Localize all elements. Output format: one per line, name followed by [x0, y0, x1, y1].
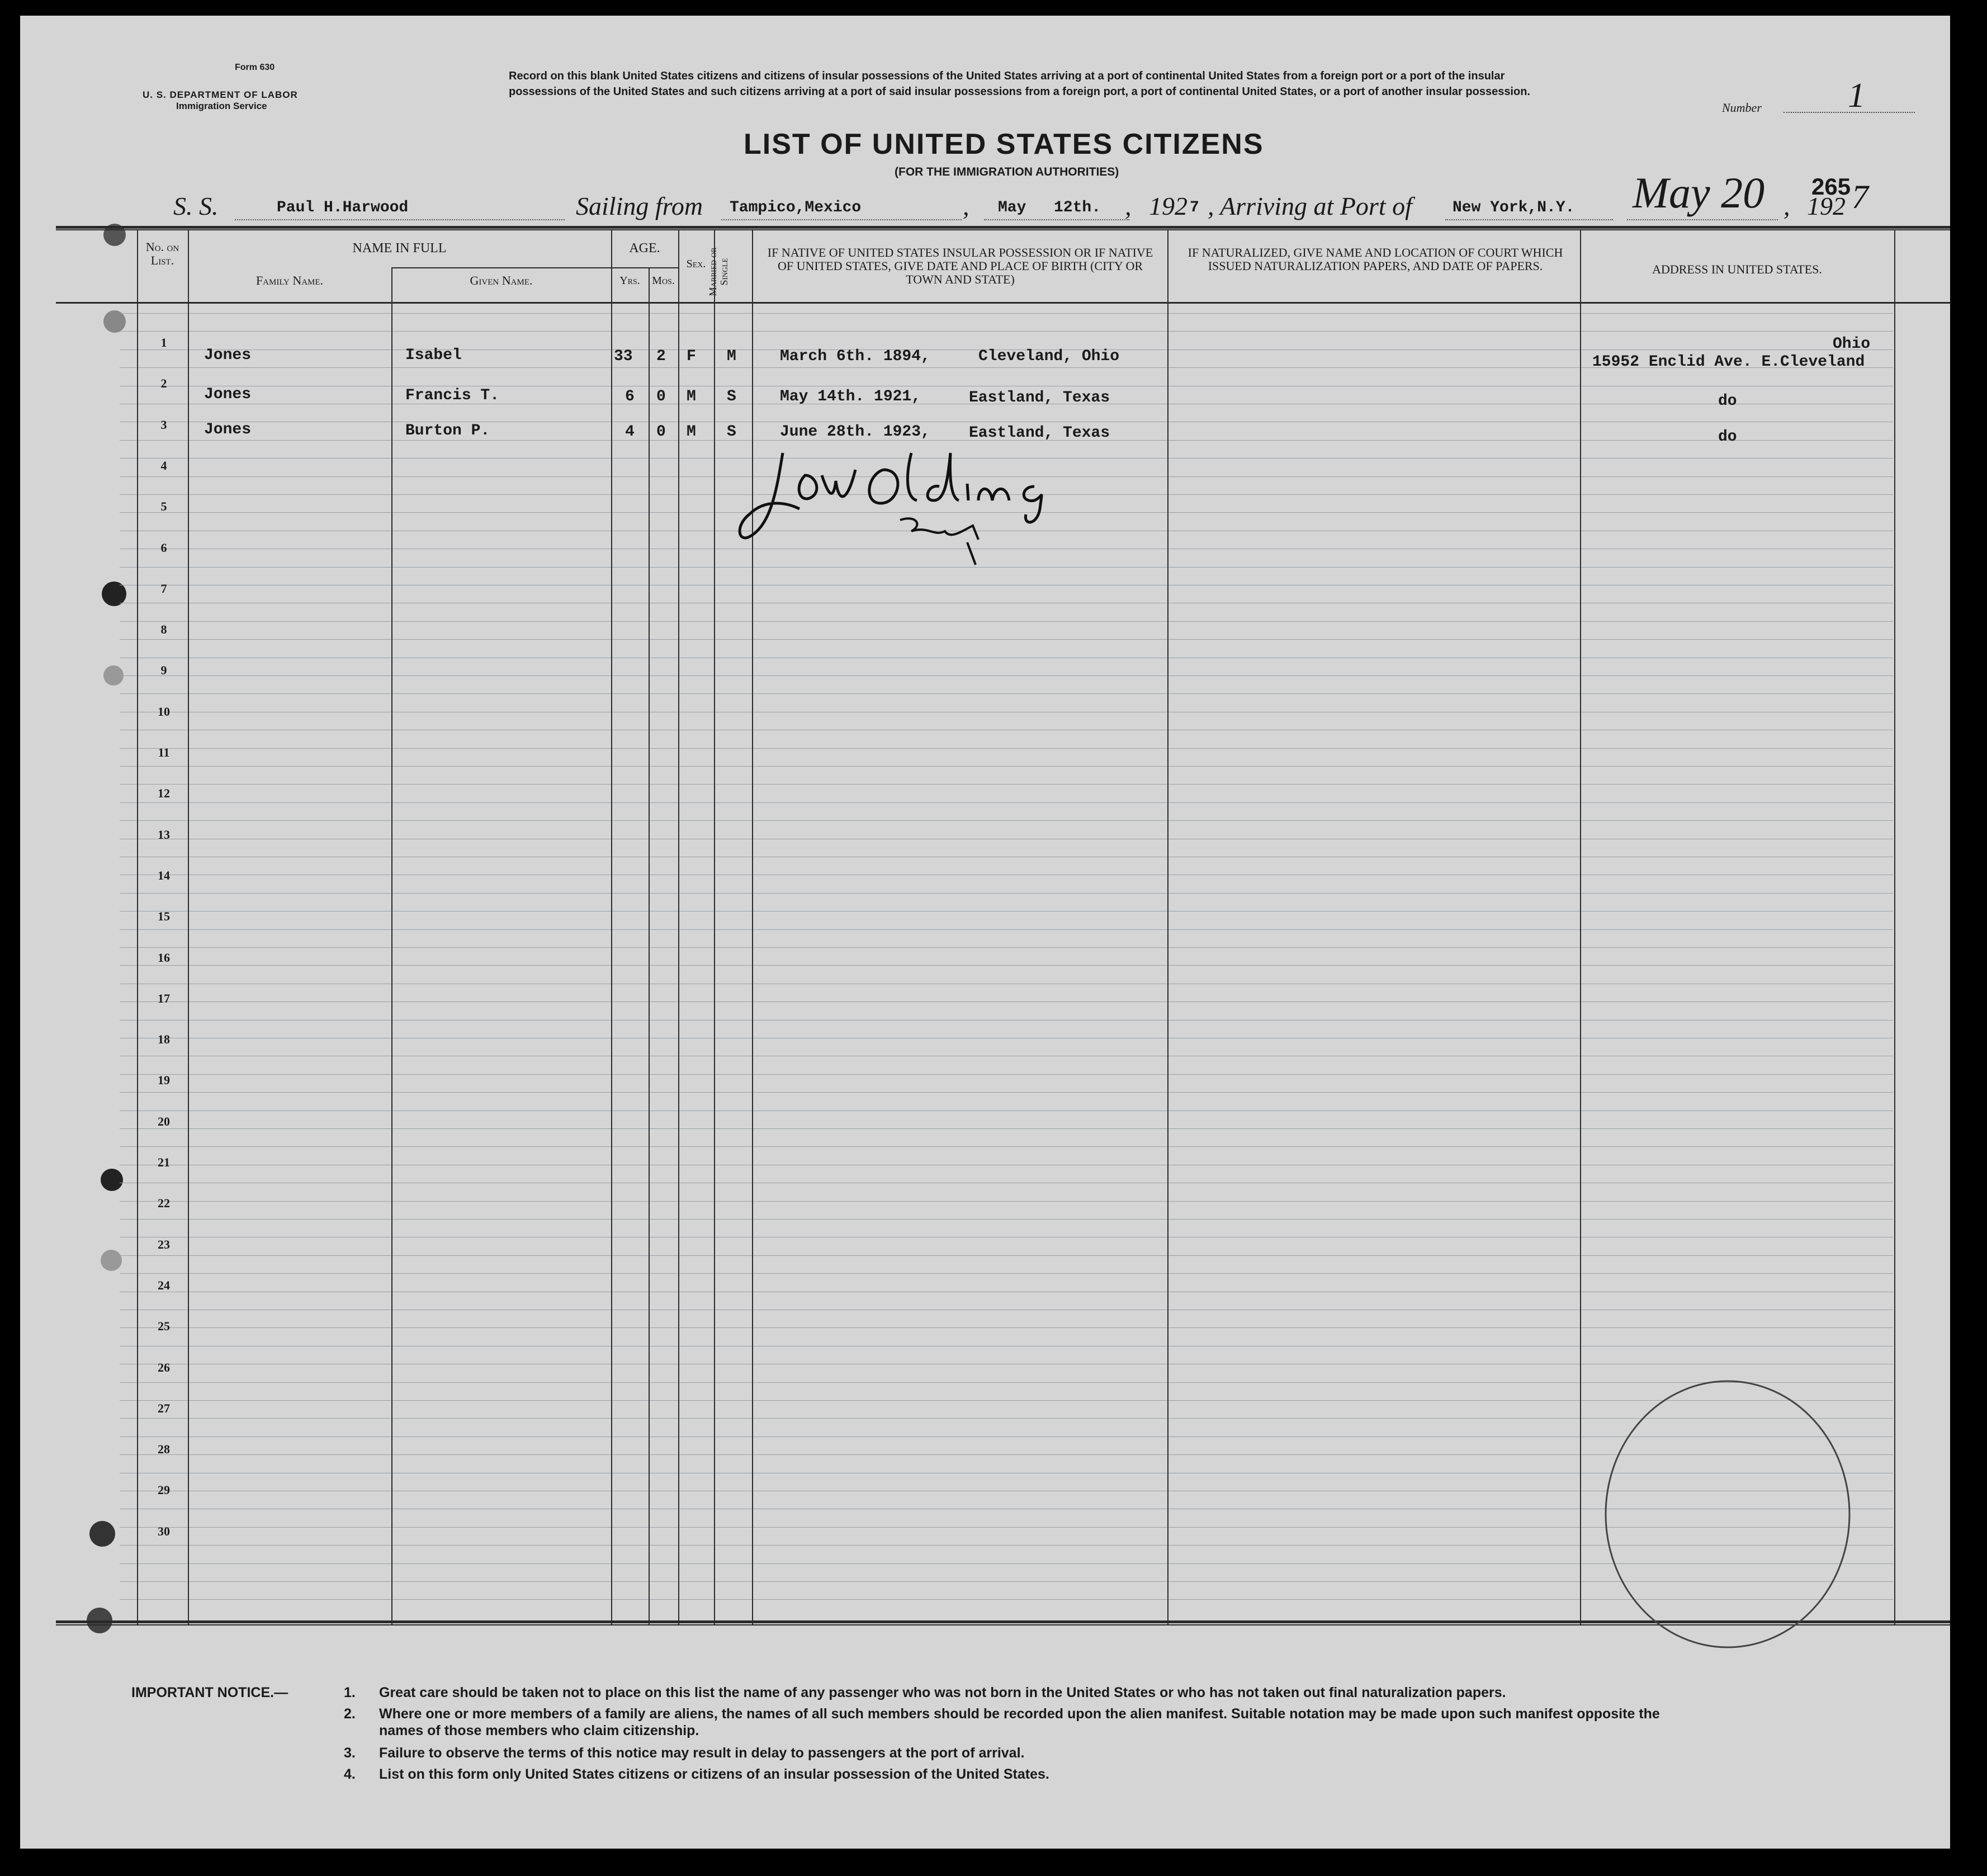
row3-family: Jones — [204, 421, 252, 438]
row-number: 1 — [160, 335, 167, 349]
page-subtitle: (FOR THE IMMIGRATION AUTHORITIES) — [895, 166, 1119, 178]
row1-family: Jones — [204, 347, 252, 364]
ruled-line — [120, 1001, 1893, 1002]
row3-marital: S — [727, 423, 736, 441]
col-divider-given — [391, 267, 392, 1624]
row-number: 22 — [158, 1196, 170, 1211]
row1-birth-date: March 6th. 1894, — [780, 348, 930, 365]
ruled-line — [120, 621, 1893, 622]
header-given-name: Given Name. — [470, 273, 533, 287]
sheet-number: 265 — [1811, 173, 1851, 200]
comma: , — [963, 192, 969, 220]
row-number: 28 — [158, 1442, 170, 1457]
ruled-line — [120, 1327, 1893, 1328]
row2-marital: S — [727, 388, 736, 405]
punch-hole — [101, 1250, 122, 1271]
header-subdivider — [391, 267, 611, 268]
header-mos: Mos. — [652, 275, 675, 287]
row-number: 13 — [158, 827, 170, 842]
ruled-line — [120, 675, 1893, 676]
col-divider-right — [1894, 229, 1895, 1624]
row-number: 21 — [158, 1155, 170, 1169]
ruled-line — [120, 1092, 1893, 1093]
service-name: Immigration Service — [176, 101, 267, 111]
ruled-line — [120, 784, 1893, 785]
row-number: 10 — [158, 704, 170, 719]
row-number: 23 — [158, 1237, 170, 1251]
ruled-line — [120, 1146, 1893, 1147]
notice-item-2: Where one or more members of a family are aliens, the names of all such members should be recorded upon the alien manifest. Suitable notation may be made upon such manifest opposite the names of those members who claim citizenship. — [379, 1706, 1660, 1738]
header-subdivider — [611, 267, 678, 268]
row2-sex: M — [687, 388, 696, 405]
header-sex: Sex. — [686, 258, 706, 270]
notice-item-4: List on this form only United States citizens or citizens of an insular possession of the United States. — [379, 1766, 1049, 1782]
form-number: Form 630 — [235, 63, 275, 72]
row-number: 6 — [160, 540, 167, 555]
arrival-port: New York,N.Y. — [1453, 199, 1575, 216]
punch-hole — [103, 310, 126, 333]
instructions-text: Record on this blank United States citizens and citizens of insular possessions of the United States arriving at a port of continental United States from a foreign port or a port of the insular possessions of the United States and such citizens arriving at a port of said insular possessions from a foreign port, a port of continental United States, or a port of another insular possession. — [509, 70, 1530, 98]
row3-sex: M — [687, 423, 696, 441]
col-divider-sex — [678, 229, 679, 1624]
arrival-port-underline — [1445, 219, 1613, 220]
col-divider-address — [1580, 229, 1581, 1624]
row-number: 19 — [158, 1073, 170, 1088]
inspector-signature — [738, 442, 1118, 570]
ss-label: S. S. — [173, 192, 219, 220]
ruled-line — [120, 820, 1893, 821]
ruled-line — [120, 1128, 1893, 1129]
header-bottom-border — [56, 302, 1950, 304]
row-number: 20 — [158, 1114, 170, 1128]
header-address: ADDRESS IN UNITED STATES. — [1652, 262, 1822, 276]
row3-address: do — [1718, 428, 1737, 446]
ruled-line — [120, 331, 1893, 332]
row2-yrs: 6 — [625, 388, 635, 405]
arrival-date-handwritten: May 20 — [1633, 168, 1765, 217]
row-number: 17 — [158, 991, 170, 1005]
ruled-line — [120, 313, 1893, 314]
sail-month: May — [998, 199, 1026, 216]
row2-given: Francis T. — [405, 387, 500, 404]
ruled-line — [120, 1219, 1893, 1220]
ruled-line — [120, 893, 1893, 894]
row-number: 15 — [158, 909, 170, 924]
row-number: 27 — [158, 1401, 170, 1415]
sail-day: 12th. — [1054, 199, 1101, 216]
page-title: LIST OF UNITED STATES CITIZENS — [744, 128, 1264, 160]
row2-birth-date: May 14th. 1921, — [780, 388, 921, 405]
row-number: 26 — [158, 1360, 170, 1374]
sail-year-prefix: 192 — [1149, 192, 1188, 220]
row1-mos: 2 — [656, 348, 666, 365]
row2-family: Jones — [204, 386, 252, 403]
row-number: 11 — [158, 745, 170, 759]
punch-hole — [101, 1169, 123, 1191]
ruled-line — [120, 1255, 1893, 1256]
header-age: AGE. — [629, 241, 660, 256]
notice-label: IMPORTANT NOTICE.— — [131, 1685, 288, 1700]
arrival-year-prefix: 192 — [1807, 192, 1846, 220]
comma: , — [1783, 192, 1790, 220]
row3-given: Burton P. — [405, 422, 490, 440]
row2-mos: 0 — [656, 388, 666, 405]
number-label: Number — [1722, 101, 1762, 115]
sail-date-underline — [984, 219, 1129, 220]
ruled-line — [120, 1273, 1893, 1274]
sailing-label: Sailing from — [576, 192, 703, 220]
row-number: 14 — [158, 868, 170, 882]
ruled-line — [120, 947, 1893, 948]
sailing-from: Tampico,Mexico — [730, 199, 862, 216]
row-number: 24 — [158, 1278, 170, 1292]
notice-item-3: Failure to observe the terms of this notice may result in delay to passengers at the port of arrival. — [379, 1745, 1025, 1761]
header-no-on-list: No. on List. — [145, 240, 179, 267]
row-number: 8 — [160, 622, 167, 637]
ruled-line — [120, 1201, 1893, 1202]
row-number: 29 — [158, 1483, 170, 1497]
sail-year-digit: 7 — [1190, 199, 1199, 216]
arriving-label: , Arriving at Port of — [1208, 192, 1412, 220]
row3-birth-date: June 28th. 1923, — [780, 423, 930, 441]
col-divider-family — [188, 229, 189, 1624]
col-divider-mos — [649, 267, 650, 1624]
row1-birth-place: Cleveland, Ohio — [978, 348, 1120, 365]
ruled-line — [120, 693, 1893, 694]
col-divider-no — [137, 229, 138, 1624]
ruled-line — [120, 965, 1893, 966]
header-family-name: Family Name. — [256, 273, 324, 287]
row-number: 2 — [160, 376, 167, 391]
col-divider-naturalized — [1167, 229, 1168, 1624]
row1-address: 15952 Enclid Ave. E.Cleveland — [1592, 353, 1865, 371]
row-number: 3 — [160, 417, 167, 432]
row-number: 30 — [158, 1524, 170, 1538]
ship-name: Paul H.Harwood — [277, 199, 409, 216]
notice-item-2-number: 2. — [344, 1706, 356, 1722]
row-number: 12 — [158, 786, 170, 801]
row-number: 16 — [158, 950, 170, 965]
notice-item-3-number: 3. — [344, 1745, 356, 1761]
row-number: 9 — [160, 663, 167, 678]
row1-yrs: 33 — [614, 348, 633, 365]
table-top-border — [56, 229, 1950, 230]
row-number: 25 — [158, 1319, 170, 1334]
ruled-line — [120, 929, 1893, 930]
row-number: 18 — [158, 1032, 170, 1047]
row1-given: Isabel — [405, 347, 462, 364]
row3-birth-place: Eastland, Texas — [969, 424, 1110, 442]
punch-hole — [89, 1521, 115, 1547]
header-birth: IF NATIVE OF UNITED STATES INSULAR POSSESSION OR IF NATIVE OF UNITED STATES, GIVE DATE AND PLACE OF BIRTH (CITY OR TOWN AND STATE) — [767, 245, 1153, 286]
notice-item-1: Great care should be taken not to place on this list the name of any passenger who was not born in the United States or who has not taken out final naturalization papers. — [379, 1685, 1506, 1700]
ruled-line — [120, 1074, 1893, 1075]
row-number: 5 — [160, 499, 167, 514]
ship-underline — [235, 219, 565, 220]
col-divider-ms — [714, 229, 715, 1624]
row1-address-state: Ohio — [1833, 335, 1871, 353]
circular-stamp — [1593, 1364, 1862, 1666]
col-divider-birth — [752, 229, 753, 1624]
row3-yrs: 4 — [625, 423, 635, 441]
row3-mos: 0 — [656, 423, 666, 441]
row1-marital: M — [727, 348, 736, 365]
arrival-date-underline — [1627, 219, 1778, 220]
header-married-or-single: Married or Single — [707, 247, 730, 296]
col-divider-age — [611, 229, 612, 1624]
row2-address: do — [1718, 393, 1737, 410]
header-yrs: Yrs. — [619, 275, 640, 287]
row-number: 7 — [160, 581, 167, 596]
number-value: 1 — [1848, 77, 1865, 115]
ruled-line — [120, 802, 1893, 803]
row2-birth-place: Eastland, Texas — [969, 389, 1110, 407]
arrival-year-digit: 7 — [1852, 178, 1868, 215]
header-naturalized: IF NATURALIZED, GIVE NAME AND LOCATION OF COURT WHICH ISSUED NATURALIZATION PAPERS, AND DATE OF PAPERS. — [1188, 245, 1563, 273]
notice-item-1-number: 1. — [344, 1685, 356, 1700]
ruled-line — [120, 748, 1893, 749]
ruled-line — [120, 639, 1893, 640]
row1-sex: F — [687, 348, 696, 365]
ruled-line — [120, 766, 1893, 767]
table-top-border — [56, 226, 1950, 229]
comma: , — [1125, 192, 1132, 220]
header-name-in-full: NAME IN FULL — [352, 241, 447, 256]
department-name: U. S. DEPARTMENT OF LABOR — [143, 89, 298, 100]
row-number: 4 — [160, 458, 167, 472]
notice-item-4-number: 4. — [344, 1766, 356, 1782]
sailing-underline — [721, 219, 962, 220]
